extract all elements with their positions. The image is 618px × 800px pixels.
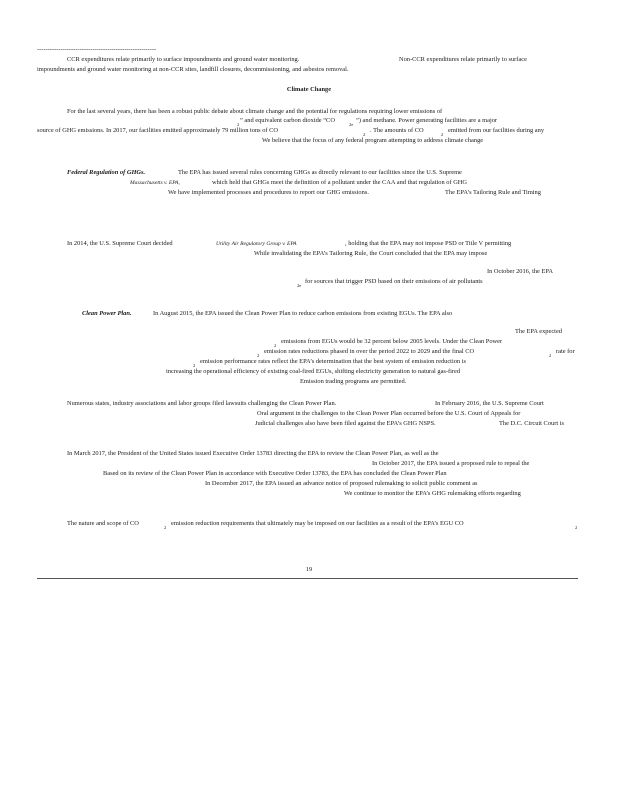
p1-subscript: 2 <box>441 132 444 137</box>
p7-subscript: 2 <box>164 525 167 530</box>
p4-subscript: 2 <box>549 353 552 358</box>
section-title: Climate Change <box>286 86 332 93</box>
p3-line-1a: In 2014, the U.S. Supreme Court decided <box>67 240 173 247</box>
p6-line-3: Based on its review of the Clean Power Plan in accordance with Executive Order 13783, the EPA has concluded the Clean Power Plan <box>103 470 447 477</box>
p4-line-4d: rate for <box>556 348 575 355</box>
p4-line-5b: emission performance rates reflect the EPA’s determination that the best system of emission reduction is <box>200 358 466 365</box>
p3-line-2: While invalidating the EPA’s Tailoring Rule, the Court concluded that the EPA may impose <box>254 250 488 257</box>
p5-line-1b: In February 2016, the U.S. Supreme Court <box>435 400 544 407</box>
p5-line-1a: Numerous states, industry associations and labor groups filed lawsuits challenging the Clean Power Plan. <box>67 400 337 407</box>
p4-line-4b: emission rates reductions phased in over the period 2022 to 2029 and the final CO <box>264 348 475 355</box>
p3-line-4b: for sources that trigger PSD based on their emissions of air pollutants <box>305 278 483 285</box>
p4-line-2: The EPA expected <box>515 328 562 335</box>
page-number: 19 <box>305 566 313 573</box>
p6-line-5: We continue to monitor the EPA’s GHG rulemaking efforts regarding <box>344 490 521 497</box>
page-bottom-rule <box>37 578 578 579</box>
p2-heading: Federal Regulation of GHGs. <box>67 169 146 176</box>
p5-line-3a: Judicial challenges also have been filed against the EPA’s GHG NSPS. <box>255 420 436 427</box>
p3-line-3: In October 2016, the EPA <box>487 268 553 275</box>
p1-line-3e: emitted from our facilities during any <box>448 127 545 134</box>
p5-line-2: Oral argument in the challenges to the Clean Power Plan occurred before the U.S. Court of Appeals for <box>257 410 521 417</box>
p1-line-4: We believe that the focus of any federal program attempting to address climate change <box>262 137 484 144</box>
p4-subscript: 2 <box>257 353 260 358</box>
p7-line-1c: emission reduction requirements that ultimately may be imposed on our facilities as a result of the EPA’s EGU CO <box>171 520 464 527</box>
p2-line-3a: We have implemented processes and procedures to report our GHG emissions. <box>168 189 369 196</box>
p3-line-1c: , holding that the EPA may not impose PSD or Title V permitting <box>345 240 512 247</box>
p4-line-1: In August 2015, the EPA issued the Clean Power Plan to reduce carbon emissions from existing EGUs. The EPA also <box>153 310 453 317</box>
p1-line-3c: . The amounts of CO <box>370 127 424 134</box>
p5-line-3b: The D.C. Circuit Court is <box>499 420 564 427</box>
p1-subscript: 2e <box>349 122 354 127</box>
p1-line-3a: source of GHG emissions. In 2017, our facilities emitted approximately 79 million tons of CO <box>37 127 279 134</box>
p4-subscript: 2 <box>193 363 196 368</box>
footnote-line-1b: Non-CCR expenditures relate primarily to surface <box>399 56 527 63</box>
p6-line-1: In March 2017, the President of the United States issued Executive Order 13783 directing the EPA to review the Clean Power Plan, as well as the <box>67 450 439 457</box>
p1-line-2b: ” and equivalent carbon dioxide “CO <box>240 117 335 124</box>
p6-line-2: In October 2017, the EPA issued a proposed rule to repeal the <box>372 460 530 467</box>
p7-subscript: 2 <box>575 525 578 530</box>
p4-line-7: Emission trading programs are permitted. <box>300 378 407 385</box>
p2-line-3b: The EPA’s Tailoring Rule and Timing <box>445 189 541 196</box>
p1-line-2d: ”) and methane. Power generating facilities are a major <box>356 117 498 124</box>
p1-subscript: 2 <box>237 122 240 127</box>
p7-line-1a: The nature and scope of CO <box>67 520 139 527</box>
p2-case-name: Massachusetts v. EPA, <box>130 180 180 186</box>
p1-line-1: For the last several years, there has been a robust public debate about climate change and the potential for regulations requiring lower emissions of <box>67 108 443 115</box>
p4-line-6: increasing the operational efficiency of existing coal-fired EGUs, shifting electricity generation to natural gas-fired <box>166 368 461 375</box>
p3-subscript: 2e <box>297 283 302 288</box>
footnote-line-2: impoundments and ground water monitoring at non-CCR sites, landfill closures, decommissioning, and asbestos removal. <box>37 66 349 73</box>
p2-line-2b: which held that GHGs meet the definition of a pollutant under the CAA and that regulation of GHG <box>212 179 468 186</box>
p4-subscript: 2 <box>274 343 277 348</box>
p6-line-4: In December 2017, the EPA issued an advance notice of proposed rulemaking to solicit public comment as <box>205 480 478 487</box>
p3-case-name: Utility Air Regulatory Group v. EPA <box>216 241 297 247</box>
p2-line-1: The EPA has issued several rules concerning GHGs as directly relevant to our facilities since the U.S. Supreme <box>178 169 462 176</box>
p1-subscript: 2 <box>363 132 366 137</box>
footnote-line-1a: CCR expenditures relate primarily to surface impoundments and ground water monitoring. <box>67 56 300 63</box>
p4-line-3b: emissions from EGUs would be 32 percent below 2005 levels. Under the Clean Power <box>281 338 503 345</box>
p4-heading: Clean Power Plan. <box>82 310 132 317</box>
footnote-divider: -------------------------------------------------------- <box>37 46 157 53</box>
